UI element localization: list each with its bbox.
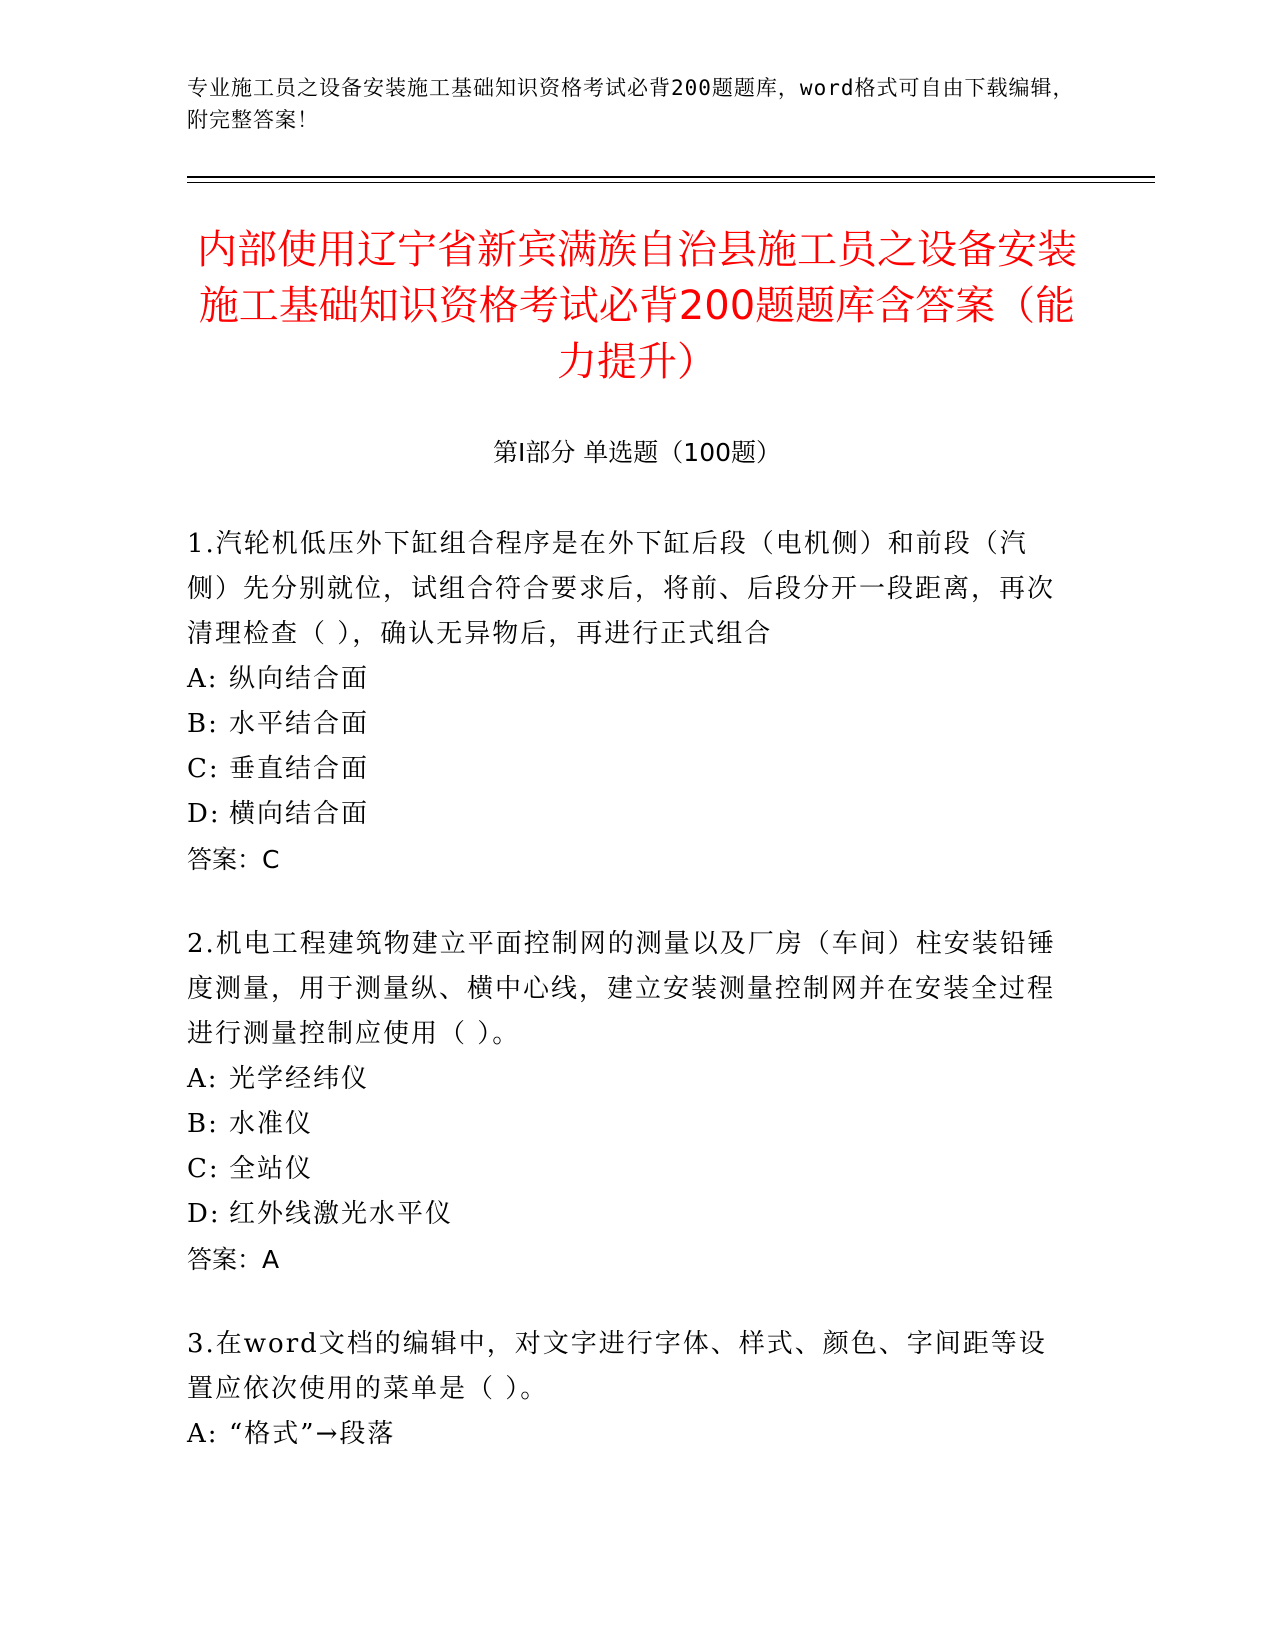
option-text: 红外线激光水平仪	[229, 1199, 454, 1229]
section-heading: 第Ⅰ部分 单选题（100题）	[492, 438, 782, 467]
question-stem: 3.在word文档的编辑中，对文字进行字体、样式、颜色、字间距等设置应依次使用的菜单是（ ）。	[187, 1329, 1047, 1404]
question-3	[187, 1322, 1067, 1457]
option-key: B:	[187, 709, 219, 739]
question-list	[187, 522, 1067, 1497]
option-text: 水准仪	[229, 1109, 314, 1139]
option-text: 全站仪	[229, 1154, 314, 1184]
header-note: 专业施工员之设备安装施工基础知识资格考试必背200题题库，word格式可自由下载编辑，附完整答案！	[187, 76, 1075, 132]
question-stem: 1.汽轮机低压外下缸组合程序是在外下缸后段（电机侧）和前段（汽侧）先分别就位，试组合符合要求后，将前、后段分开一段距离，再次清理检查（ ），确认无异物后，再进行正式组合	[187, 529, 1056, 649]
option-key: D:	[187, 1199, 221, 1229]
option-a	[187, 1412, 1067, 1457]
option-c	[187, 747, 1067, 792]
question-stem: 2.机电工程建筑物建立平面控制网的测量以及厂房（车间）柱安装铅锤度测量，用于测量纵、横中心线，建立安装测量控制网并在安装全过程进行测量控制应使用（ ）。	[187, 929, 1056, 1049]
option-c	[187, 1147, 1067, 1192]
answer-line: 答案：C	[187, 845, 280, 874]
option-text: 纵向结合面	[229, 664, 370, 694]
option-key: C:	[187, 754, 220, 784]
question-2	[187, 922, 1067, 1282]
document-title: 内部使用辽宁省新宾满族自治县施工员之设备安装施工基础知识资格考试必背200题题库含答案（能力提升）	[197, 227, 1077, 385]
header-rule-thick	[187, 176, 1155, 178]
option-b	[187, 1102, 1067, 1147]
option-key: C:	[187, 1154, 220, 1184]
header-rule-thin	[187, 182, 1155, 183]
option-text: “格式”→段落	[229, 1419, 396, 1449]
option-text: 垂直结合面	[229, 754, 370, 784]
option-a	[187, 1057, 1067, 1102]
option-a	[187, 657, 1067, 702]
question-1	[187, 522, 1067, 882]
option-key: A:	[187, 1419, 219, 1449]
option-text: 水平结合面	[229, 709, 370, 739]
option-key: B:	[187, 1109, 219, 1139]
option-text: 横向结合面	[229, 799, 370, 829]
option-key: D:	[187, 799, 221, 829]
option-b	[187, 702, 1067, 747]
option-d	[187, 1192, 1067, 1237]
option-d	[187, 792, 1067, 837]
option-text: 光学经纬仪	[229, 1064, 370, 1094]
answer-line: 答案：A	[187, 1245, 280, 1274]
option-key: A:	[187, 1064, 219, 1094]
option-key: A:	[187, 664, 219, 694]
